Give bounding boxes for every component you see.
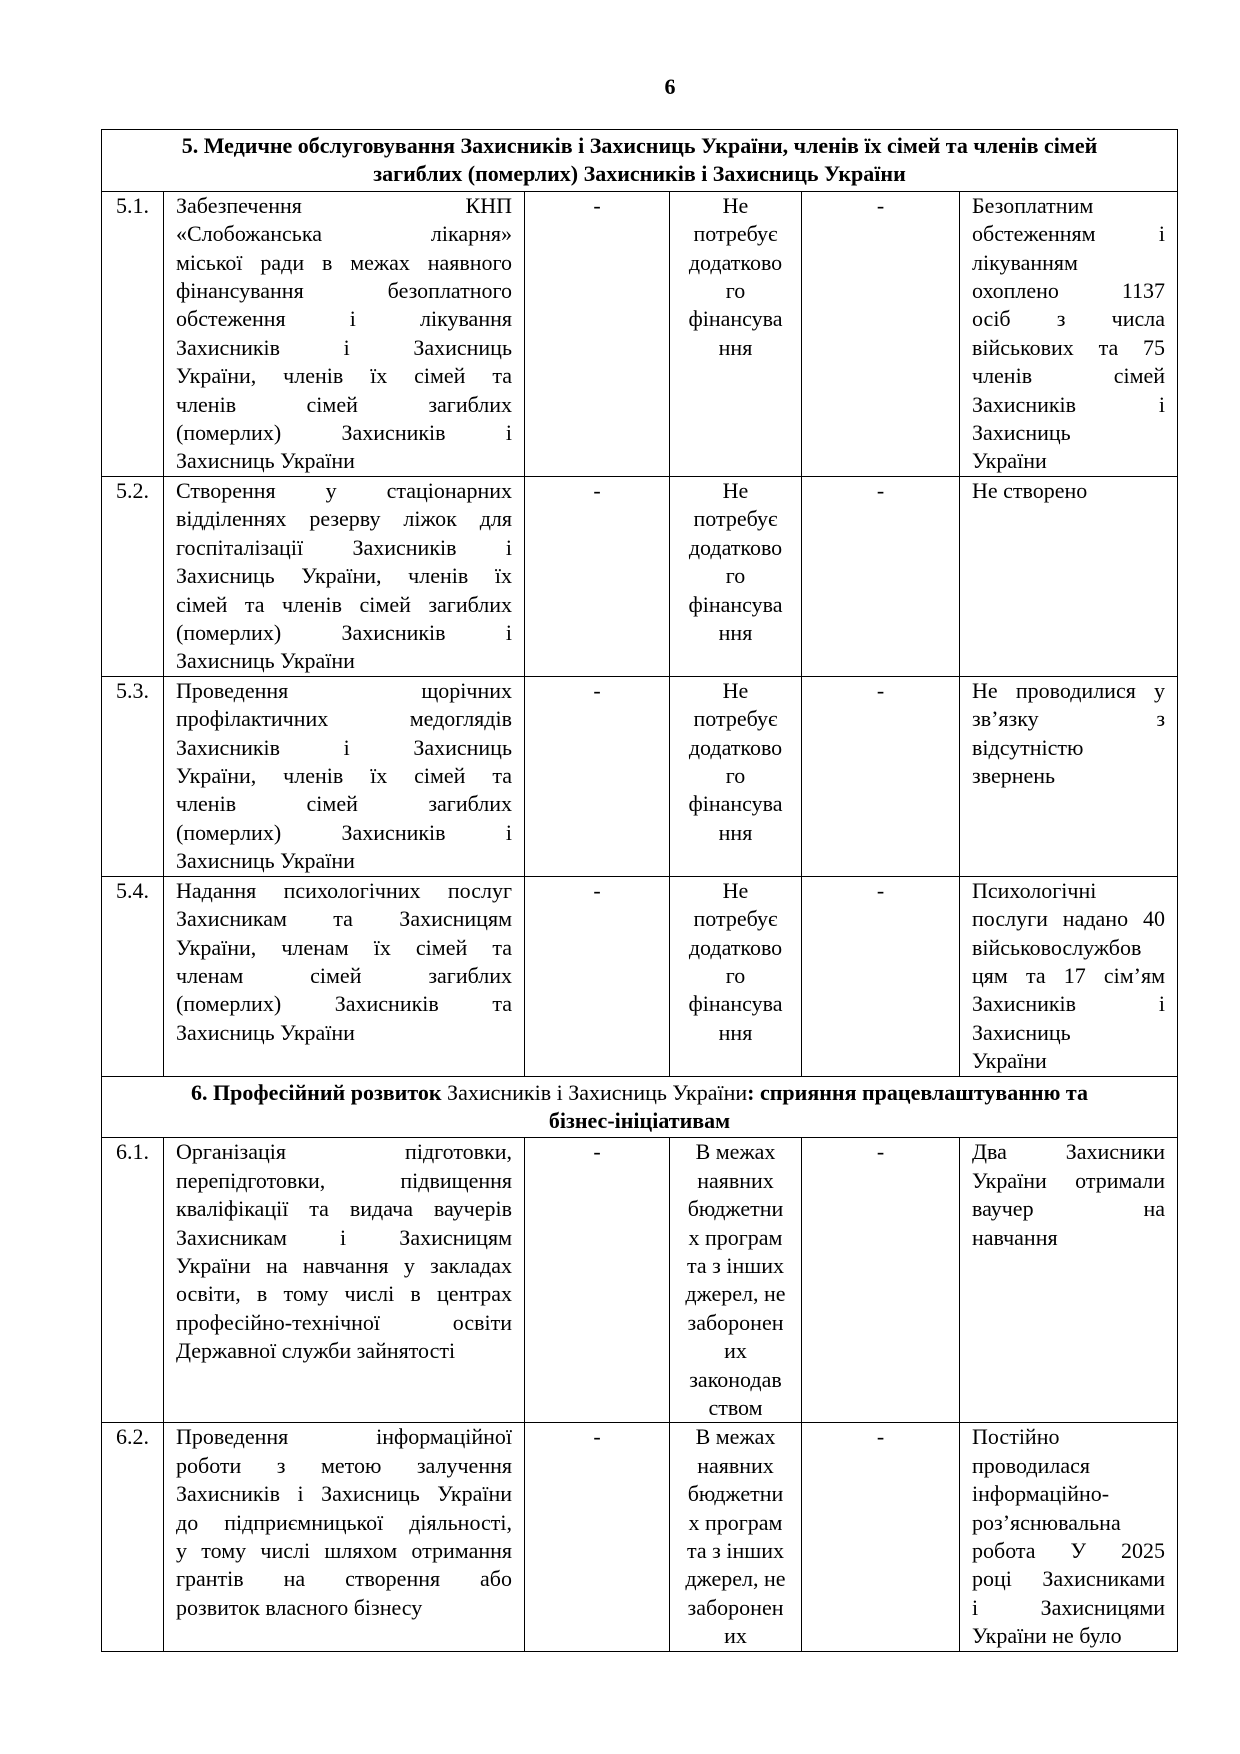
description-cell (164, 191, 525, 476)
funding-line: законодав (689, 1366, 782, 1392)
funding-line: го (725, 563, 746, 589)
funding-line: ством (708, 1395, 763, 1421)
column3-value: - (593, 677, 601, 703)
result-line: військових та 75 (972, 334, 1166, 360)
description-cell (164, 876, 525, 1076)
result-line: інформаційно- (972, 1481, 1110, 1507)
description-line: Проведення щорічних (176, 677, 512, 703)
funding-cell (670, 476, 802, 676)
funding-cell (670, 876, 802, 1076)
funding-line: заборонен (687, 1594, 784, 1620)
result-line: цям та 17 сім’ям (972, 962, 1166, 988)
item-number: 5.3. (116, 677, 149, 703)
column5-cell (802, 1423, 960, 1651)
column3-value: - (593, 1424, 601, 1450)
description-line: Створення у стаціонарних (176, 477, 512, 503)
funding-line: потребує (693, 221, 778, 247)
funding-line: джерел, не (685, 1566, 786, 1592)
table-row (102, 676, 1178, 876)
section-title-line2: загиблих (померлих) Захисників і Захисниць України (373, 161, 906, 187)
result-line: Захисників і (972, 991, 1166, 1017)
table-row (102, 1138, 1178, 1423)
description-line: перепідготовки, підвищення (176, 1167, 512, 1193)
description-line: сімей та членів сімей загиблих (176, 591, 512, 617)
funding-line: Не (722, 877, 749, 903)
funding-line: наявних (697, 1452, 774, 1478)
description-line: членів сімей загиблих (176, 791, 512, 817)
result-line: послуги надано 40 (972, 906, 1166, 932)
description-line: освіти, в тому числі в центрах (176, 1281, 512, 1307)
funding-line: додатково (688, 249, 783, 275)
funding-line: их (724, 1623, 747, 1649)
item-number: 6.2. (116, 1424, 149, 1450)
description-line: госпіталізації Захисників і (176, 534, 512, 560)
column5-cell (802, 1138, 960, 1423)
result-cell (960, 191, 1178, 476)
description-line: України, членам їх сімей та (176, 934, 512, 960)
item-number: 5.4. (116, 877, 149, 903)
column3-cell (525, 876, 670, 1076)
funding-line: их (724, 1338, 747, 1364)
result-line: осіб з числа (972, 306, 1166, 332)
column3-cell (525, 1423, 670, 1651)
column5-value: - (876, 192, 885, 218)
funding-cell (670, 1138, 802, 1423)
funding-line: та з інших (687, 1538, 784, 1564)
item-number: 5.1. (116, 192, 149, 218)
description-line: Надання психологічних послуг (176, 877, 512, 903)
description-cell (164, 476, 525, 676)
funding-line: бюджетни (687, 1481, 784, 1507)
result-line: році Захисниками (972, 1566, 1166, 1592)
item-number-cell (102, 191, 164, 476)
column3-cell (525, 1138, 670, 1423)
funding-line: джерел, не (685, 1281, 786, 1307)
result-line: України не було (972, 1623, 1122, 1649)
result-cell (960, 1138, 1178, 1423)
description-line: Захисників і Захисниць (176, 734, 512, 760)
description-line: у тому числі шляхом отримання (176, 1538, 512, 1564)
column5-cell (802, 191, 960, 476)
funding-line: потребує (693, 706, 778, 732)
column3-value: - (593, 1139, 601, 1165)
item-number-cell (102, 1138, 164, 1423)
result-line: ваучер на (972, 1196, 1166, 1222)
description-cell (164, 1138, 525, 1423)
result-line: Захисниць (972, 420, 1071, 446)
result-line: України (972, 1048, 1047, 1074)
description-line: професійно-технічної освіти (176, 1309, 512, 1335)
result-line: Захисниць (972, 1019, 1071, 1045)
funding-line: додатково (688, 934, 783, 960)
description-line: Державної служби зайнятості (176, 1338, 456, 1364)
funding-line: та з інших (687, 1253, 784, 1278)
result-line: Психологічні (972, 877, 1097, 903)
description-line: роботи з метою залучення (176, 1452, 512, 1478)
result-line: військовослужбов (972, 934, 1142, 960)
column3-value: - (593, 477, 601, 503)
result-line: Два Захисники (972, 1139, 1166, 1165)
funding-line: потребує (693, 506, 778, 532)
column3-value: - (593, 192, 601, 218)
description-line: Захисниць України, членів їх (176, 563, 512, 589)
column5-value: - (876, 877, 885, 903)
result-line: роз’яснювальна (972, 1509, 1121, 1535)
funding-line: фінансува (688, 991, 783, 1017)
funding-line: В межах (695, 1139, 776, 1165)
funding-line: заборонен (687, 1309, 784, 1335)
result-cell (960, 476, 1178, 676)
description-line: Захисників і Захисниць (176, 334, 512, 360)
result-line: України (972, 448, 1047, 474)
item-number-cell (102, 876, 164, 1076)
section-title-line2: бізнес-ініціативам (548, 1107, 731, 1133)
table-row (102, 476, 1178, 676)
section-title-bold-end: : сприяння працевлаштуванню та (747, 1079, 1088, 1105)
measures-table (101, 129, 1178, 1652)
funding-line: ння (718, 819, 753, 845)
description-line: (померлих) Захисників та (176, 991, 512, 1017)
section-header-6 (102, 1076, 1178, 1138)
result-line: робота У 2025 (972, 1538, 1166, 1564)
funding-line: ння (718, 1019, 753, 1045)
column3-cell (525, 676, 670, 876)
description-line: «Слобожанська лікарня» (176, 221, 512, 247)
result-line: лікуванням (972, 249, 1078, 275)
description-line: профілактичних медоглядів (176, 706, 512, 732)
result-line: охоплено 1137 (972, 278, 1166, 304)
result-cell (960, 1423, 1178, 1651)
description-line: Організація підготовки, (176, 1139, 512, 1165)
description-line: Захисниць України (176, 648, 355, 674)
item-number: 5.2. (116, 477, 149, 503)
funding-line: х програм (688, 1509, 783, 1535)
funding-line: потребує (693, 906, 778, 932)
table-row (102, 876, 1178, 1076)
column5-value: - (876, 677, 885, 703)
funding-line: го (725, 278, 746, 304)
column5-value: - (876, 1424, 885, 1450)
column5-value: - (876, 1139, 885, 1165)
result-cell (960, 676, 1178, 876)
column3-value: - (593, 877, 601, 903)
description-line: (померлих) Захисників і (176, 619, 512, 645)
page-number: 6 (664, 74, 676, 99)
funding-line: додатково (688, 534, 783, 560)
column5-cell (802, 876, 960, 1076)
section-title-normal: Захисників і Захисниць України (447, 1079, 748, 1105)
result-line: Безоплатним (972, 192, 1094, 218)
description-line: відділеннях резерву ліжок для (176, 506, 512, 532)
funding-line: фінансува (688, 591, 783, 617)
item-number-cell (102, 676, 164, 876)
description-line: Захисниць України (176, 848, 355, 874)
table-row (102, 1423, 1178, 1651)
result-line: і Захисницями (972, 1594, 1166, 1620)
result-cell (960, 876, 1178, 1076)
item-number-cell (102, 476, 164, 676)
result-line: Не проводилися у (972, 677, 1166, 703)
description-line: Захисникам і Захисницям (176, 1224, 512, 1250)
description-line: до підприємницької діяльності, (176, 1509, 512, 1535)
funding-line: Не (722, 192, 749, 218)
description-line: Проведення інформаційної (176, 1424, 512, 1450)
funding-line: наявних (697, 1167, 774, 1193)
description-line: міської ради в межах наявного (176, 249, 512, 275)
result-line: зв’язку з (972, 706, 1166, 732)
description-line: грантів на створення або (176, 1566, 512, 1592)
column3-cell (525, 191, 670, 476)
funding-line: фінансува (688, 791, 783, 817)
funding-line: Не (722, 477, 749, 503)
result-line: Постійно (972, 1424, 1060, 1450)
result-line: проводилася (972, 1452, 1090, 1478)
section-title-bold: 6. Професійний розвиток (191, 1079, 448, 1105)
result-line: навчання (972, 1224, 1058, 1250)
description-cell (164, 1423, 525, 1651)
description-line: (померлих) Захисників і (176, 420, 512, 446)
funding-line: Не (722, 677, 749, 703)
result-line: обстеженням і (972, 221, 1166, 247)
section-header-5 (102, 130, 1178, 192)
description-line: розвиток власного бізнесу (176, 1594, 423, 1620)
description-line: Захисниць України (176, 1019, 355, 1045)
description-line: України, членів їх сімей та (176, 762, 512, 788)
result-line: членів сімей (972, 363, 1166, 389)
description-cell (164, 676, 525, 876)
description-line: (померлих) Захисників і (176, 819, 512, 845)
description-line: кваліфікації та видача ваучерів (176, 1196, 512, 1222)
result-line: України отримали (972, 1167, 1166, 1193)
funding-line: ння (718, 334, 753, 360)
funding-cell (670, 1423, 802, 1651)
funding-line: бюджетни (687, 1196, 784, 1222)
column5-value: - (876, 477, 885, 503)
item-number: 6.1. (116, 1139, 149, 1165)
item-number-cell (102, 1423, 164, 1651)
funding-line: В межах (695, 1424, 776, 1450)
column5-cell (802, 676, 960, 876)
result-line: відсутністю (972, 734, 1084, 760)
table-row (102, 191, 1178, 476)
funding-line: го (725, 962, 746, 988)
description-line: України, членів їх сімей та (176, 363, 512, 389)
funding-line: фінансува (688, 306, 783, 332)
funding-line: х програм (688, 1224, 783, 1250)
column3-cell (525, 476, 670, 676)
result-line: звернень (972, 762, 1056, 788)
description-line: Захисникам та Захисницям (176, 906, 512, 932)
funding-cell (670, 676, 802, 876)
funding-line: додатково (688, 734, 783, 760)
description-line: членів сімей загиблих (176, 391, 512, 417)
description-line: обстеження і лікування (176, 306, 512, 332)
description-line: України на навчання у закладах (176, 1253, 512, 1278)
funding-line: ння (718, 619, 753, 645)
section-title-line1: 5. Медичне обслуговування Захисників і Захисниць України, членів їх сімей та членів сімей (181, 133, 1098, 158)
funding-line: го (725, 762, 746, 788)
description-line: фінансування безоплатного (176, 278, 512, 304)
funding-cell (670, 191, 802, 476)
description-line: Захисників і Захисниць України (176, 1481, 512, 1507)
description-line: Забезпечення КНП (176, 192, 512, 218)
result-line: Захисників і (972, 391, 1166, 417)
description-line: Захисниць України (176, 448, 355, 474)
description-line: членам сімей загиблих (176, 962, 512, 988)
column5-cell (802, 476, 960, 676)
result-line: Не створено (972, 477, 1088, 503)
